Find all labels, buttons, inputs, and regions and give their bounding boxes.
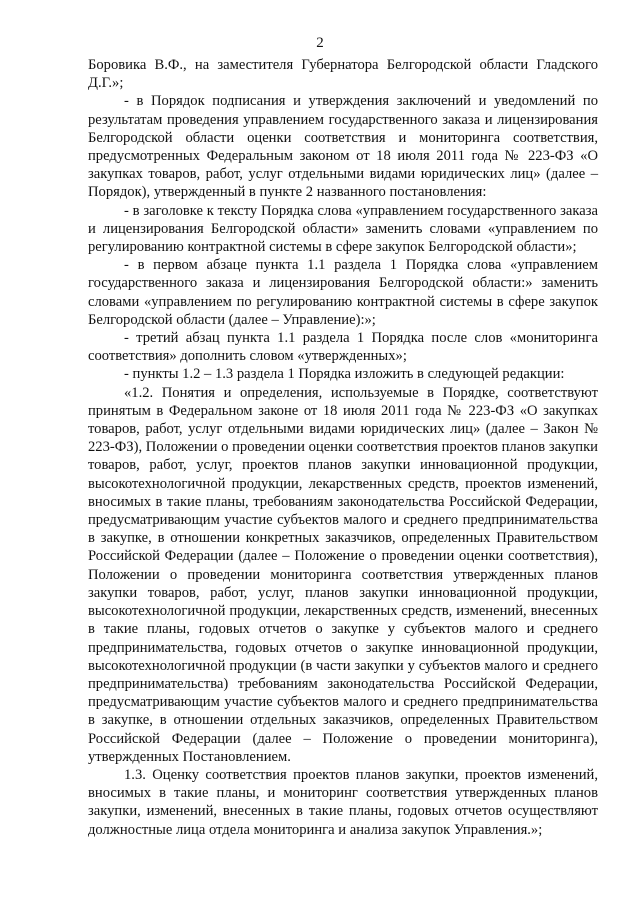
document-body xyxy=(88,56,598,839)
page-number: 2 xyxy=(316,35,324,51)
paragraph-continuation: Боровика В.Ф., на заместителя Губернатора Белгородской области Гладского Д.Г.»; xyxy=(88,57,598,92)
paragraph-title-change: - в заголовке к тексту Порядка слова «управлением государственного заказа и лицензирования Белгородской области» заменить словами «управлением по регулированию контрактной системы в сфере закупок Белгородской области»; xyxy=(88,202,598,256)
paragraph-point-1-2: «1.2. Понятия и определения, используемые в Порядке, соответствуют принятым в Федеральном законе от 18 июля 2011 года № 223-ФЗ «О закупках товаров, работ, услуг отдельными видами юридических лиц» (далее – Закон № 223-ФЗ), Положении о проведении оценки соответствия проектов планов закупки товаров, работ, услуг, проектов планов закупки инновационной продукции, высокотехнологичной продукции, лекарственных средств, проектов изменений, вносимых в такие планы, требованиям законодательства Российской Федерации, предусматривающим участие субъектов малого и среднего предпринимательства в закупке, в отношении конкретных заказчиков, определенных Правительством Российской Федерации (далее – Положение о проведении оценки соответствия), Положении о проведении мониторинга соответствия утвержденных планов закупки товаров, работ, услуг, планов закупки инновационной продукции, высокотехнологичной продукции, лекарственных средств, изменений, внесенных в такие планы, годовых отчетов о закупке у субъектов малого и среднего предпринимательства, годовых отчетов о закупке инновационной продукции, высокотехнологичной продукции (в части закупки у субъектов малого и среднего предпринимательства) требованиям законодательства Российской Федерации, предусматривающим участие субъектов малого и среднего предпринимательства в закупке, в отношении отдельных заказчиков, определенных Правительством Российской Федерации (далее – Положение о проведении мониторинга), утвержденных Постановлением. xyxy=(88,384,598,765)
paragraph-order-signing: - в Порядок подписания и утверждения заключений и уведомлений по результатам проведения управлением государственного заказа и лицензирования Белгородской области оценки соответствия и мониторинга соответствия, предусмотренных Федеральным законом от 18 июля 2011 года № 223-ФЗ «О закупках товаров, работ, услуг отдельными видами юридических лиц» (далее – Порядок), утвержденный в пункте 2 названного постановления: xyxy=(88,93,598,201)
paragraph-third-clause-change: - третий абзац пункта 1.1 раздела 1 Порядка после слов «мониторинга соответствия» дополнить словом «утвержденных»; xyxy=(88,330,598,365)
paragraph-point-1-3: 1.3. Оценку соответствия проектов планов закупки, проектов изменений, вносимых в такие планы, и мониторинг соответствия утвержденных планов закупки, изменений, внесенных в такие планы, годовых отчетов осуществляют должностные лица отдела мониторинга и анализа закупок Управления.»; xyxy=(88,766,598,838)
paragraph-points-new-edition: - пункты 1.2 – 1.3 раздела 1 Порядка изложить в следующей редакции: xyxy=(124,366,565,383)
paragraph-first-clause-change: - в первом абзаце пункта 1.1 раздела 1 Порядка слова «управлением государственного заказа и лицензирования Белгородской области:» заменить словами «управлением по регулированию контрактной системы в сфере закупок Белгородской области (далее – Управление):»; xyxy=(88,257,598,328)
